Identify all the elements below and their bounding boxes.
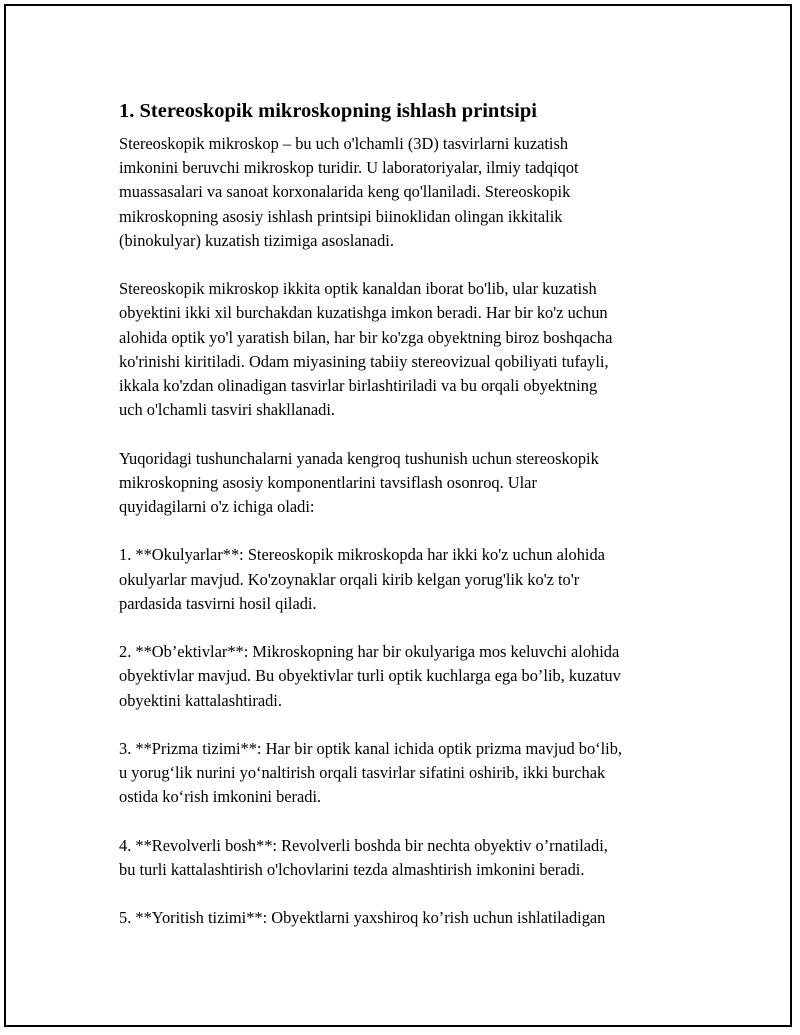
document-page xyxy=(4,4,792,1027)
section-title: 1. Stereoskopik mikroskopning ishlash printsipi xyxy=(119,100,537,122)
text-line: obyektini kattalashtiradi. xyxy=(119,690,282,710)
text-line: 4. **Revolverli bosh**: Revolverli boshda bir nechta obyektiv o’rnatiladi, xyxy=(119,835,608,855)
text-line: ko'rinishi kiritiladi. Odam miyasining tabiiy stereovizual qobiliyati tufayli, xyxy=(119,351,609,371)
text-line: ostida ko‘rish imkonini beradi. xyxy=(119,787,322,807)
text-line: obyektini ikki xil burchakdan kuzatishga imkon beradi. Har bir ko'z uchun xyxy=(119,303,608,323)
text-line: bu turli kattalashtirish o'lchovlarini tezda almashtirish imkonini beradi. xyxy=(119,860,585,879)
text-line: obyektivlar mavjud. Bu obyektivlar turli optik kuchlarga ega bo’lib, kuzatuv xyxy=(119,666,621,686)
text-line: mikroskopning asosiy ishlash printsipi biinoklidan olingan ikkitalik xyxy=(119,206,563,226)
paragraph-optical-channels xyxy=(119,277,689,422)
paragraph-components-intro xyxy=(119,447,689,520)
list-item-illumination xyxy=(119,906,689,930)
list-item-eyepieces xyxy=(119,543,689,616)
text-line: 3. **Prizma tizimi**: Har bir optik kanal ichida optik prizma mavjud bo‘lib, xyxy=(119,739,622,758)
text-line: (binokulyar) kuzatish tizimiga asoslanadi. xyxy=(119,230,394,250)
text-line: u yorug‘lik nurini yo‘naltirish orqali tasvirlar sifatini oshirib, ikki burchak xyxy=(119,763,606,783)
text-line: muassasalari va sanoat korxonalarida keng qo'llaniladi. Stereoskopik xyxy=(119,182,571,202)
list-item-objectives xyxy=(119,640,689,713)
text-line: 1. **Okulyarlar**: Stereoskopik mikroskopda har ikki ko'z uchun alohida xyxy=(119,545,605,565)
text-line: 2. **Ob’ektivlar**: Mikroskopning har bir okulyariga mos keluvchi alohida xyxy=(119,642,620,662)
text-line: pardasida tasvirni hosil qiladi. xyxy=(119,593,317,613)
list-item-prism-system xyxy=(119,737,689,810)
text-line: alohida optik yo'l yaratish bilan, har bir ko'zga obyektning biroz boshqacha xyxy=(119,327,613,347)
text-line: uch o'lchamli tasviri shakllanadi. xyxy=(119,400,335,420)
text-line: Yuqoridagi tushunchalarni yanada kengroq tushunish uchun stereoskopik xyxy=(119,448,599,468)
text-line: okulyarlar mavjud. Ko'zoynaklar orqali kirib kelgan yorug'lik ko'z to'r xyxy=(119,569,580,589)
text-line: Stereoskopik mikroskop – bu uch o'lchamli (3D) tasvirlarni kuzatish xyxy=(119,134,569,153)
document-content xyxy=(119,98,689,955)
text-line: ikkala ko'zdan olinadigan tasvirlar birlashtiriladi va bu orqali obyektning xyxy=(119,376,598,396)
text-line: Stereoskopik mikroskop ikkita optik kanaldan iborat bo'lib, ular kuzatish xyxy=(119,279,597,299)
text-line: 5. **Yoritish tizimi**: Obyektlarni yaxshiroq ko’rish uchun ishlatiladigan xyxy=(119,908,606,928)
paragraph-intro xyxy=(119,132,689,253)
text-line: quyidagilarni o'z ichiga oladi: xyxy=(119,497,315,517)
text-line: mikroskopning asosiy komponentlarini tavsiflash osonroq. Ular xyxy=(119,472,537,492)
list-item-revolver-head xyxy=(119,834,689,882)
text-line: imkonini beruvchi mikroskop turidir. U laboratoriyalar, ilmiy tadqiqot xyxy=(119,158,579,178)
